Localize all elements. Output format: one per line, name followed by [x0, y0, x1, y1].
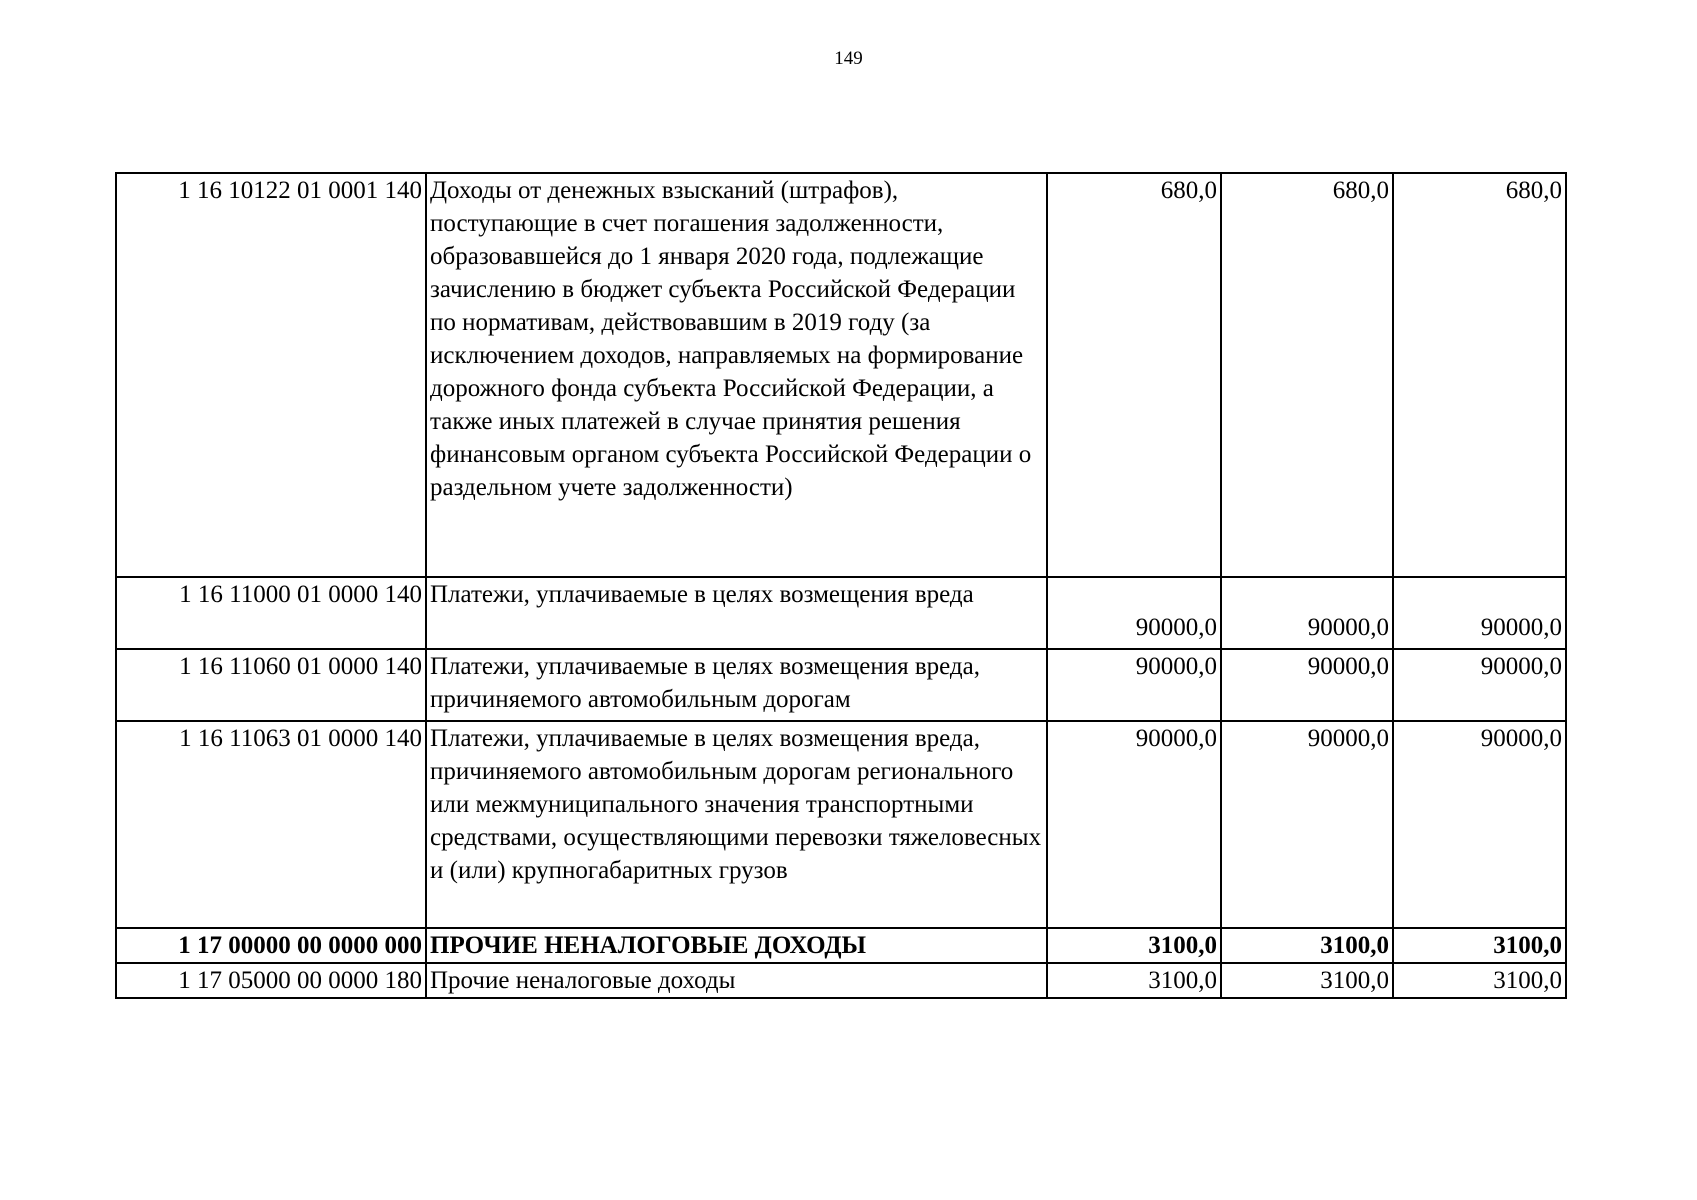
budget-code-cell: 1 17 00000 00 0000 000	[116, 928, 426, 963]
amount-year3-cell: 3100,0	[1393, 963, 1566, 998]
table-row	[116, 173, 1566, 577]
amount-year1-cell: 3100,0	[1047, 963, 1221, 998]
revenue-table	[115, 172, 1567, 999]
amount-year2-cell: 90000,0	[1221, 649, 1393, 721]
budget-code-cell: 1 16 11060 01 0000 140	[116, 649, 426, 721]
table-row	[116, 577, 1566, 649]
revenue-name-cell: Прочие неналоговые доходы	[426, 963, 1047, 998]
table-row	[116, 963, 1566, 998]
amount-year1-cell: 90000,0	[1047, 649, 1221, 721]
amount-year1-cell: 680,0	[1047, 173, 1221, 577]
amount-year1-cell: 90000,0	[1047, 721, 1221, 928]
amount-year1-cell: 90000,0	[1047, 577, 1221, 649]
amount-year2-cell: 3100,0	[1221, 963, 1393, 998]
amount-year2-cell: 680,0	[1221, 173, 1393, 577]
amount-year3-cell: 680,0	[1393, 173, 1566, 577]
revenue-name-cell: Доходы от денежных взысканий (штрафов), поступающие в счет погашения задолженности, образовавшейся до 1 января 2020 года, подлежащие зачислению в бюджет субъекта Российской Федерации по нормативам, действовавшим в 2019 году (за исключением доходов, направляемых на формирование дорожного фонда субъекта Российской Федерации, а также иных платежей в случае принятия решения финансовым органом субъекта Российской Федерации о раздельном учете задолженности)	[426, 173, 1047, 577]
revenue-name-cell: ПРОЧИЕ НЕНАЛОГОВЫЕ ДОХОДЫ	[426, 928, 1047, 963]
amount-year2-cell: 90000,0	[1221, 577, 1393, 649]
budget-code-cell: 1 17 05000 00 0000 180	[116, 963, 426, 998]
table-row-section-total	[116, 928, 1566, 963]
revenue-name-cell: Платежи, уплачиваемые в целях возмещения вреда, причиняемого автомобильным дорогам	[426, 649, 1047, 721]
amount-year1-cell: 3100,0	[1047, 928, 1221, 963]
amount-year3-cell: 3100,0	[1393, 928, 1566, 963]
budget-code-cell: 1 16 11063 01 0000 140	[116, 721, 426, 928]
table-row	[116, 649, 1566, 721]
amount-year2-cell: 90000,0	[1221, 721, 1393, 928]
page-number: 149	[834, 48, 863, 69]
amount-year3-cell: 90000,0	[1393, 649, 1566, 721]
budget-code-cell: 1 16 10122 01 0001 140	[116, 173, 426, 577]
table-row	[116, 721, 1566, 928]
revenue-name-cell: Платежи, уплачиваемые в целях возмещения вреда	[426, 577, 1047, 649]
amount-year2-cell: 3100,0	[1221, 928, 1393, 963]
amount-year3-cell: 90000,0	[1393, 577, 1566, 649]
amount-year3-cell: 90000,0	[1393, 721, 1566, 928]
revenue-name-cell: Платежи, уплачиваемые в целях возмещения вреда, причиняемого автомобильным дорогам регионального или межмуниципального значения транспортными средствами, осуществляющими перевозки тяжеловесных и (или) крупногабаритных грузов	[426, 721, 1047, 928]
budget-code-cell: 1 16 11000 01 0000 140	[116, 577, 426, 649]
